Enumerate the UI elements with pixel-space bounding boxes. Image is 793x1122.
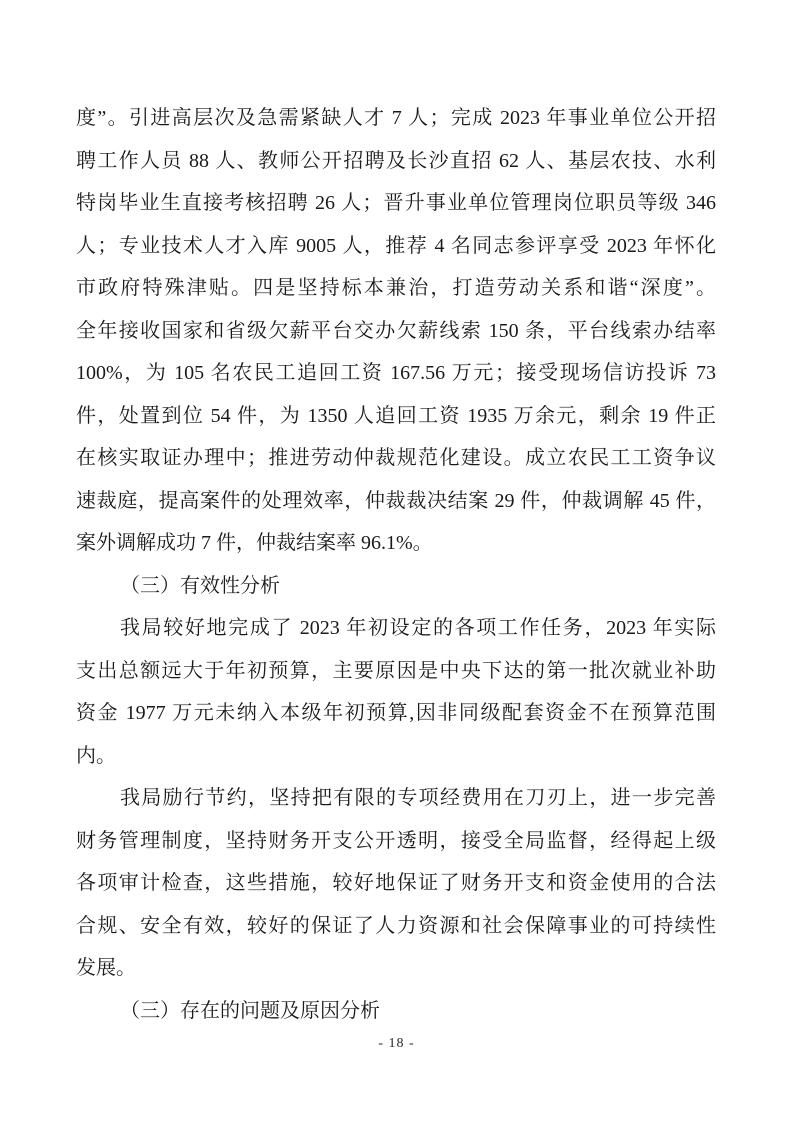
text-line: 合规、安全有效，较好的保证了人力资源和社会保障事业的可持续性 xyxy=(76,914,716,937)
text-line: 全年接收国家和省级欠薪平台交办欠薪线索 150 条，平台线索办结率 xyxy=(76,319,716,342)
text-line: 内。 xyxy=(76,744,116,767)
text-line: 聘工作人员 88 人、教师公开招聘及长沙直招 62 人、基层农技、水利 xyxy=(76,149,716,172)
document-body xyxy=(76,97,716,1032)
text-line: 财务管理制度，坚持财务开支公开透明，接受全局监督，经得起上级 xyxy=(76,829,716,852)
text-line: 我局较好地完成了 2023 年初设定的各项工作任务，2023 年实际 xyxy=(120,617,716,639)
text-line: （三）存在的问题及原因分析 xyxy=(120,999,380,1022)
text-line: 支出总额远大于年初预算，主要原因是中央下达的第一批次就业补助 xyxy=(76,659,716,682)
text-line: 100%，为 105 名农民工追回工资 167.56 万元；接受现场信访投诉 73 xyxy=(76,362,716,384)
text-line: 在核实取证办理中；推进劳动仲裁规范化建设。成立农民工工资争议 xyxy=(76,447,716,469)
text-line: 市政府特殊津贴。四是坚持标本兼治，打造劳动关系和谐“深度”。 xyxy=(76,277,716,299)
page-number: - 18 - xyxy=(378,1036,415,1051)
text-line: 资金 1977 万元未纳入本级年初预算,因非同级配套资金不在预算范围 xyxy=(76,702,716,724)
text-line: 度”。引进高层次及急需紧缺人才 7 人；完成 2023 年事业单位公开招 xyxy=(76,107,716,129)
text-line: 速裁庭，提高案件的处理效率，仲裁裁决结案 29 件，仲裁调解 45 件， xyxy=(76,489,716,512)
text-line: 案外调解成功 7 件，仲裁结案率 96.1%。 xyxy=(76,532,433,554)
text-line: 我局励行节约，坚持把有限的专项经费用在刀刃上，进一步完善 xyxy=(120,787,716,809)
text-line: 各项审计检查，这些措施，较好地保证了财务开支和资金使用的合法 xyxy=(76,872,716,894)
text-line: 人；专业技术人才入库 9005 人，推荐 4 名同志参评享受 2023 年怀化 xyxy=(76,234,716,257)
text-line: （三）有效性分析 xyxy=(120,574,280,597)
text-line: 件，处置到位 54 件，为 1350 人追回工资 1935 万余元，剩余 19 件正 xyxy=(76,404,716,427)
text-line: 发展。 xyxy=(76,957,136,979)
text-line: 特岗毕业生直接考核招聘 26 人；晋升事业单位管理岗位职员等级 346 xyxy=(76,192,716,214)
